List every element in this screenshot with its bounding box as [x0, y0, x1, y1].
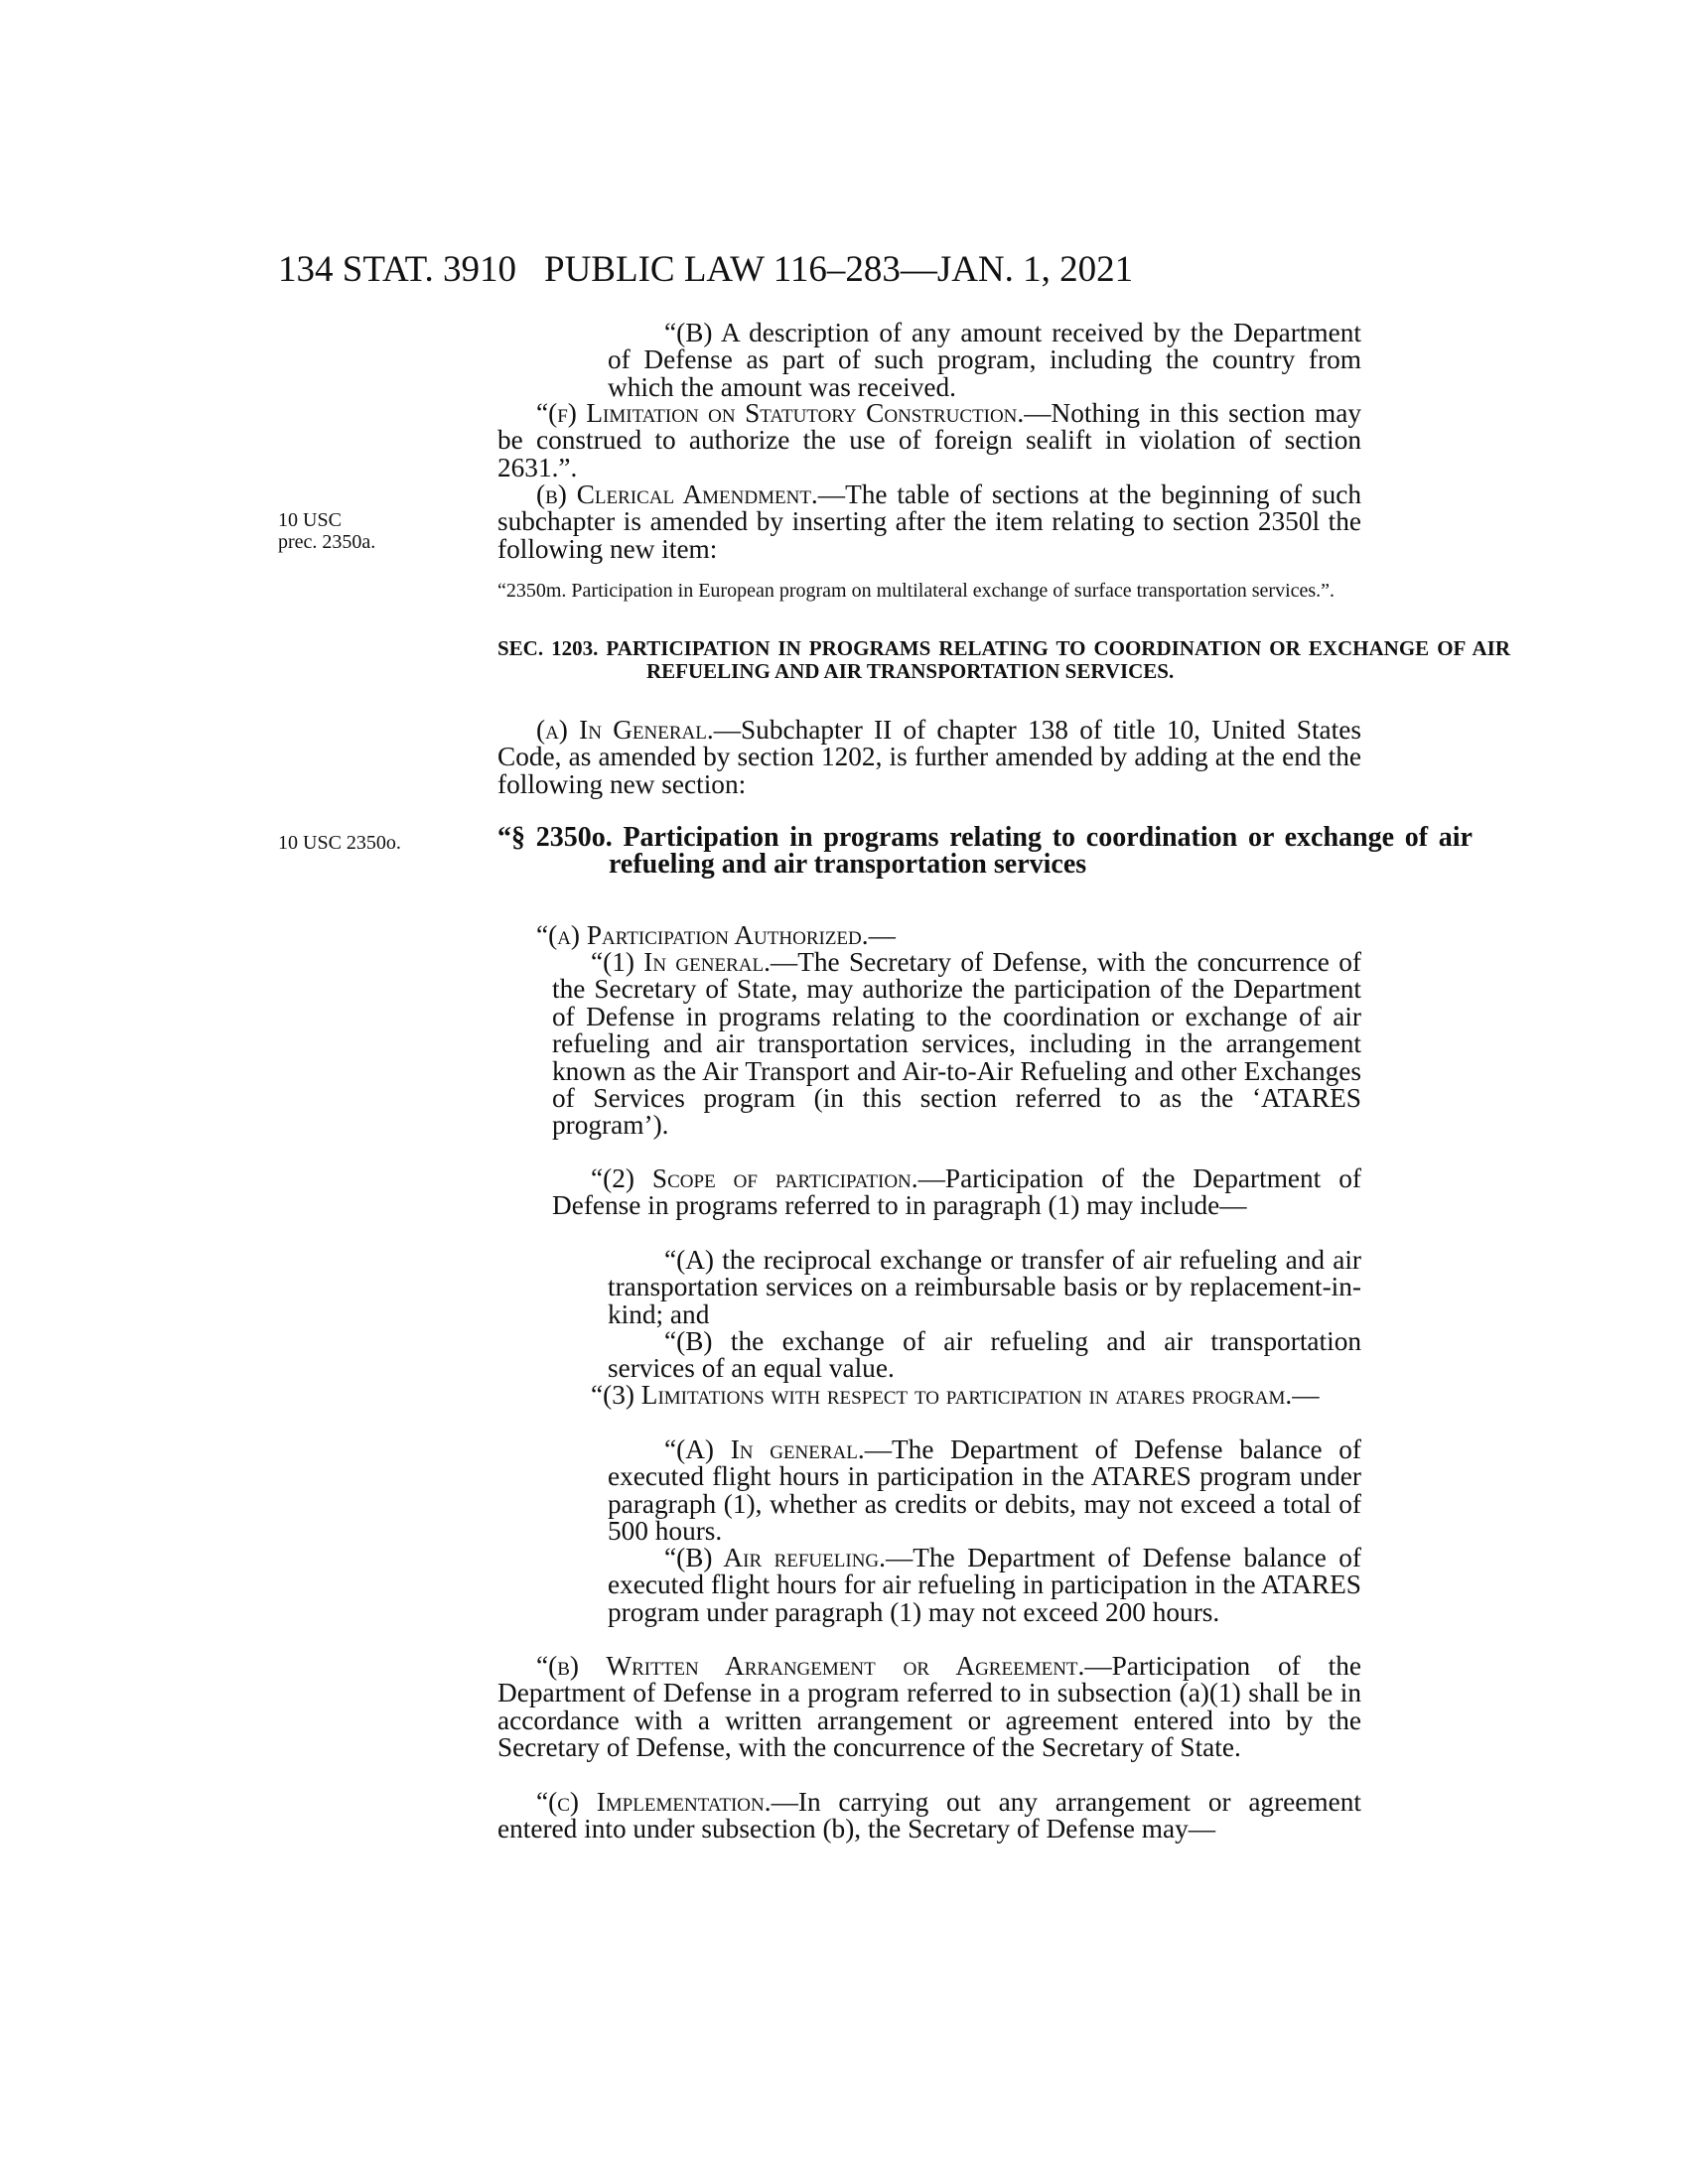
- paragraph-a-2-text: —Participation of the Department of Defense in programs referred to in paragraph (1) may include—: [552, 1163, 1361, 1221]
- paragraph-a-3-A: [608, 1436, 1361, 1546]
- table-of-sections-item: [497, 580, 1361, 602]
- subsection-b: [497, 1653, 1361, 1762]
- paragraph-f-b: “(B) A description of any amount received by the Department of Defense as part of such program, including the country from which the amount was received.: [608, 318, 1361, 402]
- paragraph-a-3-A-heading: “(A) In general.: [664, 1434, 865, 1464]
- subsection-c: [497, 1789, 1361, 1843]
- clerical-amendment-heading: (b) Clerical Amendment.: [536, 479, 818, 509]
- subsection-a-heading: (a) In General.: [536, 715, 714, 745]
- subsection-f: [497, 400, 1361, 481]
- running-header: PUBLIC LAW 116–283—JAN. 1, 2021: [544, 249, 1134, 290]
- page-stat-number: 134 STAT. 3910: [278, 249, 516, 290]
- margin-note-line: prec. 2350a.: [278, 531, 376, 553]
- subsection-c-text: —In carrying out any arrangement or agreement entered into under subsection (b), the Secretary of Defense may—: [497, 1787, 1361, 1844]
- clerical-amendment-text: —The table of sections at the beginning of such subchapter is amended by inserting after the item relating to section 2350l the following new item:: [497, 479, 1361, 564]
- subsection-f-text: —Nothing in this section may be construed to authorize the use of foreign sealift in violation of section 2631.”.: [497, 398, 1361, 482]
- subsection-f-heading: “(f) Limitation on Statutory Construction.: [536, 398, 1025, 428]
- subsection-b-text: —Participation of the Department of Defense in a program referred to in subsection (a)(1) shall be in accordance with a written arrangement or agreement entered into by the Secretary of Defense, with the concurrence of the Secretary of State.: [497, 1651, 1361, 1763]
- paragraph-a-1-heading: “(1) In general.: [591, 947, 771, 977]
- subsection-c-heading: “(c) Implementation.: [536, 1787, 772, 1817]
- subsection-a-text: —Subchapter II of chapter 138 of title 10, United States Code, as amended by section 1202, is further amended by adding at the end the following new section:: [497, 715, 1361, 799]
- paragraph-a-3-B: [608, 1545, 1361, 1626]
- paragraph-a-3-B-text: —The Department of Defense balance of executed flight hours for air refueling in participation in the ATARES program under paragraph (1) may not exceed 200 hours.: [608, 1543, 1361, 1627]
- section-heading: SEC. 1203. PARTICIPATION IN PROGRAMS RELATING TO COORDINATION OR EXCHANGE OF AIR REFUELING AND AIR TRANSPORTATION SERVICES.: [497, 636, 1510, 683]
- paragraph-a-3-A-text: —The Department of Defense balance of executed flight hours in participation in the ATARES program under paragraph (1), whether as credits or debits, may not exceed a total of 500 hours.: [608, 1434, 1362, 1547]
- subsection-b-heading: “(b) Written Arrangement or Agreement.: [536, 1651, 1085, 1681]
- new-section-title: “§ 2350o. Participation in programs relating to coordination or exchange of air refueling and air transportation services: [497, 822, 1473, 880]
- paragraph-a-1: [552, 949, 1361, 1140]
- margin-note-line: 10 USC: [278, 509, 342, 531]
- paragraph-a-2: [552, 1165, 1361, 1220]
- margin-note-usc-2350o: 10 USC 2350o.: [278, 832, 401, 854]
- subsection-a-authorized-heading: “(a) Participation Authorized.—: [536, 920, 896, 950]
- paragraph-a-2-B: “(B) the exchange of air refueling and air transportation services of an equal value.: [608, 1326, 1361, 1384]
- paragraph-a-2-A: “(A) the reciprocal exchange or transfer of air refueling and air transportation services on a reimbursable basis or by replacement-in-kind; and: [608, 1245, 1361, 1329]
- paragraph-a-2-heading: “(2) Scope of participation.: [591, 1163, 918, 1193]
- subsection-a-authorized: [497, 922, 1400, 949]
- margin-note-usc-prec: [278, 509, 375, 553]
- paragraph-a-3-B-heading: “(B) Air refueling.: [664, 1543, 886, 1572]
- subsection-a-general: [497, 717, 1361, 798]
- toc-item-text: “2350m. Participation in European program on multilateral exchange of surface transportation services.”.: [497, 580, 1336, 602]
- paragraph-a-3-heading: “(3) Limitations with respect to participation in atares program.—: [591, 1380, 1320, 1410]
- paragraph-a-3: [552, 1382, 1361, 1409]
- clerical-amendment: [497, 481, 1361, 563]
- paragraph-a-1-text: —The Secretary of Defense, with the concurrence of the Secretary of State, may authorize the participation of the Department of Defense in programs relating to the coordination or exchange of air refueling and air transportation services, including in the arrangement known as the Air Transport and Air-to-Air Refueling and other Exchanges of Services program (in this section referred to as the ‘ATARES program’).: [552, 947, 1361, 1141]
